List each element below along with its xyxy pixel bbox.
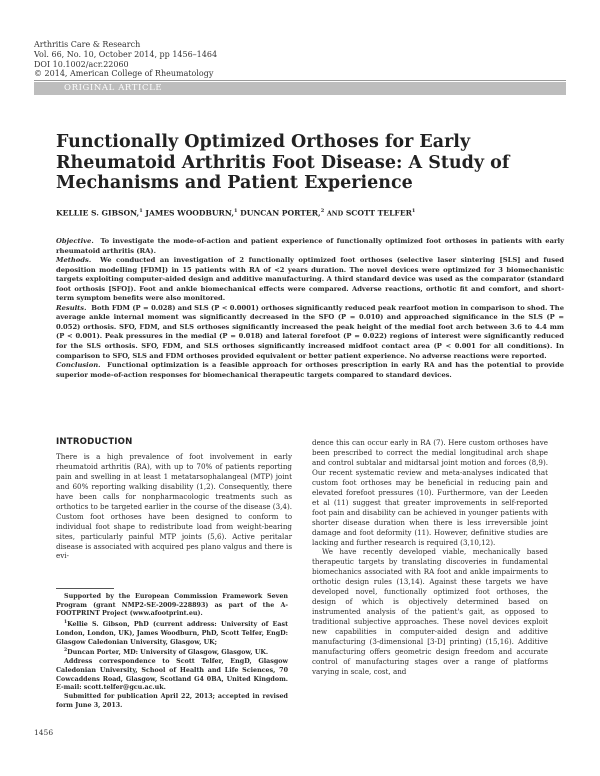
- submission-note: Submitted for publication April 22, 2013; accepted in revised form June 3, 2013.: [56, 692, 288, 709]
- author-list: [56, 208, 576, 218]
- author-affiliation-mark: 2: [320, 208, 325, 214]
- abstract-text: Functional optimization is a feasible approach for orthoses prescription in early RA and has the potential to provide superior mode-of-action responses for biomechanical therapeutic targets compared to standard devices.: [56, 361, 565, 379]
- affiliation-text: Kellie S. Gibson, PhD (current address: University of East London, London, UK), James Woodburn, PhD, Scott Telfer, EngD: Glasgow Caledonian University, Glasgow, UK;: [56, 621, 288, 646]
- journal-meta: [34, 40, 217, 79]
- author-affiliation-mark: 1: [233, 208, 238, 214]
- author-name: JAMES WOODBURN,: [145, 208, 234, 218]
- page-number: 1456: [34, 728, 54, 737]
- affiliation-mark: 1: [64, 620, 68, 626]
- author-conjunction: AND: [326, 209, 344, 218]
- journal-name: Arthritis Care & Research: [34, 40, 141, 49]
- body-paragraph: There is a high prevalence of foot involvement in early rheumatoid arthritis (RA), with up to 70% of patients reporting pain and swelling in at least 1 metatarsophalangeal (MTP) joint and 60% reporting walking disability (1,2). Consequently, there have been calls for nonpharmacologic treatments such as orthotics to be targeted earlier in the course of the disease (3,4). Custom foot orthoses have been designed to conform to individual foot shape to redistribute load from weight-bearing sites, particularly painful MTP joints (5,6). Active peritalar disease is associated with acquired pes plano valgus and there is evi-: [56, 451, 293, 561]
- abstract-conclusion: [56, 361, 564, 380]
- body-paragraph: dence this can occur early in RA (7). Here custom orthoses have been prescribed to correct the medial longitudinal arch shape and control subtalar and midtarsal joint motion and forces (8,9). Our recent systematic review and meta-analyses indicated that custom foot orthoses may be beneficial in reducing pain and elevated forefoot pressures (10). Furthermore, van der Leeden et al (11) suggest that greater improvements in self-reported foot pain and disability can be achieved in younger patients with shorter disease duration when there is less irreversible joint damage and foot deformity (11). However, definitive studies are lacking and further research is required (3,10,12).: [312, 438, 548, 547]
- section-heading: INTRODUCTION: [56, 437, 133, 447]
- abstract-text: We conducted an investigation of 2 functionally optimized foot orthoses (selective laser sintering [SLS] and fused deposition modelling [FDM]) in 15 patients with RA of <2 years duration. The novel devices were optimized for 3 biomechanistic targets exploiting computer-aided design and additive manufacturing. A third standard device was used as the comparator (standard foot orthosis [SFO]). Foot and ankle biomechanical effects were compared. Adverse reactions, orthotic fit and comfort, and short-term symptom benefits were also monitored.: [56, 256, 565, 303]
- author-name: SCOTT TELFER: [345, 208, 412, 218]
- copyright-notice: © 2014, American College of Rheumatology: [34, 69, 214, 79]
- article-title: Functionally Optimized Orthoses for Early Rheumatoid Arthritis Foot Disease: A Study of Mechanisms and Patient Experience: [56, 132, 510, 193]
- body-column-left: [56, 438, 292, 561]
- author-affiliation-mark: 1: [411, 208, 416, 214]
- abstract-label: Objective.: [56, 237, 94, 245]
- affiliation-text: Duncan Porter, MD: University of Glasgow, Glasgow, UK.: [67, 649, 269, 657]
- abstract-text: To investigate the mode-of-action and patient experience of functionally optimized foot orthoses in patients with early rheumatoid arthritis (RA).: [56, 237, 564, 255]
- footnotes: [56, 593, 288, 710]
- abstract-text: Both FDM (P = 0.028) and SLS (P < 0.0001) orthoses significantly reduced peak rearfoot motion in comparison to shod. The average ankle internal moment was significantly decreased in the SFO (P = 0.010) and approached significance in the SLS (P = 0.052) orthosis. SFO, FDM, and SLS orthoses significantly increased the peak height of the medial foot arch between 3.6 to 4.4 mm (P < 0.001). Peak pressures in the medial (P = 0.018) and lateral forefoot (P = 0.022) regions of interest were significantly reduced for the SLS orthosis. SFO, FDM, and SLS orthoses significantly increased midfoot contact area (P < 0.001 for all conditions). In comparison to SFO, SLS and FDM orthoses provided equivalent or better patient experience. No adverse reactions were reported.: [56, 303, 564, 360]
- correspondence-note: Address correspondence to Scott Telfer, EngD, Glasgow Caledonian University, School of Health and Life Sciences, 70 Cowcaddens Road, Glasgow, Scotland G4 0BA, United Kingdom. E-mail: scott.telfer@gcu.ac.uk.: [56, 658, 288, 692]
- footnote-rule: [56, 588, 114, 589]
- journal-volume: Vol. 66, No. 10, October 2014, pp 1456–1464: [34, 49, 218, 59]
- abstract-methods: [56, 256, 564, 304]
- article-doi: DOI 10.1002/acr.22060: [34, 59, 129, 69]
- abstract-label: Conclusion.: [56, 361, 101, 370]
- abstract: [56, 237, 564, 380]
- abstract-label: Results.: [56, 303, 87, 312]
- abstract-results: [56, 304, 564, 361]
- author-name: DUNCAN PORTER,: [240, 208, 321, 218]
- author-name: KELLIE S. GIBSON,: [56, 208, 140, 218]
- abstract-label: Methods.: [56, 256, 92, 265]
- section-label: ORIGINAL ARTICLE: [64, 83, 163, 93]
- affiliation-note: [56, 647, 288, 658]
- affiliation-note: [56, 619, 288, 647]
- body-column-right: [312, 438, 548, 677]
- body-paragraph: We have recently developed viable, mechanically based therapeutic targets by translating discoveries in fundamental biomechanics associated with RA foot and ankle impairments to orthotic design rules (13,14). Against these targets we have developed novel, functionally optimized foot orthoses, the design of which is objectively determined based on instrumented analysis of the patient's gait, as opposed to traditional subjective approaches. These novel devices exploit new capabilities in computer-aided design and additive manufacturing (3-dimensional [3-D] printing) (15,16). Additive manufacturing offers geometric design freedom and accurate control of manufacturing stages over a range of platforms varying in scale, cost, and: [312, 547, 548, 676]
- header-rule: [34, 80, 566, 81]
- affiliation-mark: 2: [64, 648, 68, 654]
- funding-note: Supported by the European Commission Framework Seven Program (grant NMP2-SE-2009-228893) as part of the A-FOOTPRINT Project (www.afootprint.eu).: [56, 593, 288, 618]
- author-affiliation-mark: 1: [139, 208, 143, 214]
- abstract-objective: [56, 237, 564, 256]
- section-label-bar: [34, 82, 566, 95]
